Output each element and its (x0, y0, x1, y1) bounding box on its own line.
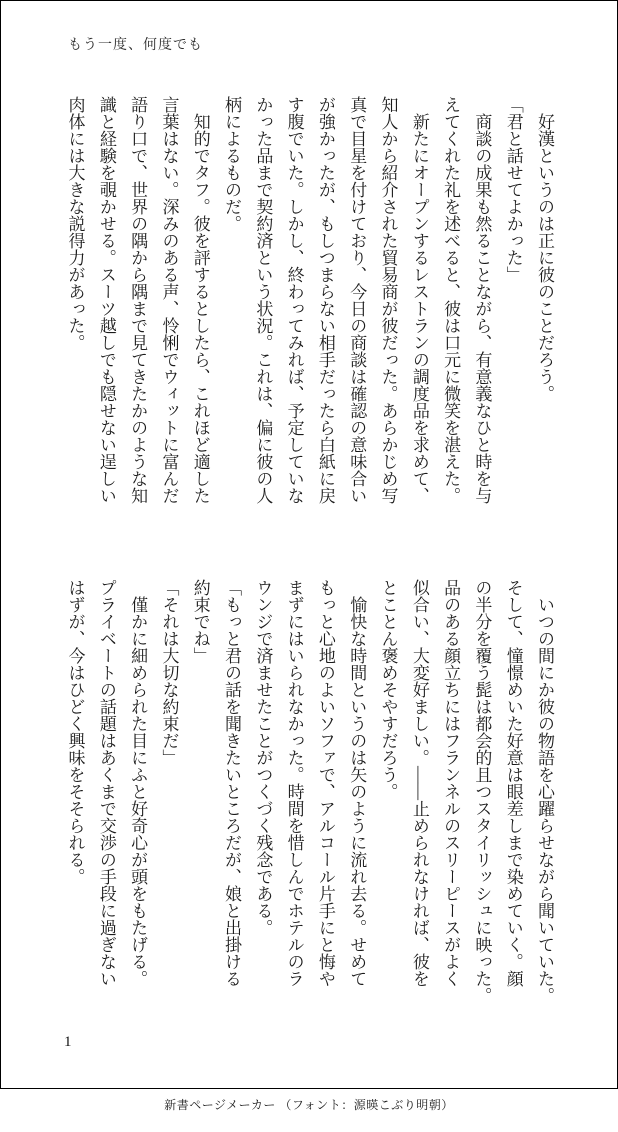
text-line: す腹でいた。しかし、終わってみれば、予定していな (284, 96, 304, 504)
text-line: の半分を覆う髭は都会的且つスタイリッシュに映った。 (472, 579, 492, 1004)
text-line: 愉快な時間というのは矢のように流れ去る。せめて (347, 579, 367, 987)
text-line: まずにはいられなかった。時間を惜しんでホテルのラ (284, 579, 304, 987)
footer-caption: 新書ページメーカー （フォント：源暎こぶり明朝） (164, 1098, 454, 1112)
text-line: 「もっと君の話を聞きたいところだが、娘と出掛ける (222, 579, 242, 987)
text-line: 僅かに細められた目にふと好奇心が頭をもたげる。 (128, 579, 148, 987)
text-line: 柄によるものだ。 (222, 96, 242, 232)
text-line: プライベートの話題はあくまで交渉の手段に過ぎない (96, 579, 116, 987)
text-block-upper (59, 96, 560, 504)
text-line: はずが、今はひどく興味をそそられる。 (65, 579, 85, 885)
text-line: 「それは大切な約束だ」 (159, 579, 179, 766)
text-line: 商談の成果も然ることながら、有意義なひと時を与 (472, 96, 492, 504)
text-line: 真で目星を付けており、今日の商談は確認の意味合い (347, 96, 367, 504)
text-line: 言葉はない。深みのある声、怜悧でウィットに富んだ (159, 96, 179, 504)
page-number: 1 (64, 1034, 72, 1050)
text-line: かった品まで契約済という状況。これは、偏に彼の人 (253, 96, 273, 504)
text-line: 「君と話せてよかった」 (503, 96, 523, 283)
running-title: もう一度、何度でも (68, 38, 203, 53)
text-line: が強かったが、もしつまらない相手だったら白紙に戻 (315, 96, 335, 504)
text-line: 知的でタフ。彼を評するとしたら、これほど適した (190, 96, 210, 504)
text-line: 語り口で、世界の隅から隅まで見てきたかのような知 (128, 96, 148, 504)
text-line: 約束でね」 (190, 579, 210, 664)
text-line: とことん褒めそやすだろう。 (378, 579, 398, 800)
text-line: もっと心地のよいソファで、アルコール片手にと悔や (315, 579, 335, 987)
text-line: 知人から紹介された貿易商が彼だった。あらかじめ写 (378, 96, 398, 504)
text-line: ウンジで済ませたことがつくづく残念である。 (253, 579, 273, 936)
text-line: 品のある顔立ちにはフランネルのスリーピースがよく (441, 579, 461, 987)
text-line: そして、憧憬めいた好意は眼差しまで染めていく。顔 (503, 579, 523, 987)
text-line: 新たにオープンするレストランの調度品を求めて、 (409, 96, 429, 504)
text-line: えてくれた礼を述べると、彼は口元に微笑を湛えた。 (441, 96, 461, 504)
text-line: 識と経験を覗かせる。スーツ越しでも隠せない逞しい (96, 96, 116, 504)
text-line: 肉体には大きな説得力があった。 (65, 96, 85, 351)
text-line: 好漢というのは正に彼のことだろう。 (535, 96, 554, 402)
text-block-lower (59, 579, 560, 1004)
text-line: いつの間にか彼の物語を心躍らせながら聞いていた。 (535, 579, 554, 1004)
text-line: 似合い、大変好ましい。――止められなければ、彼を (409, 579, 429, 987)
